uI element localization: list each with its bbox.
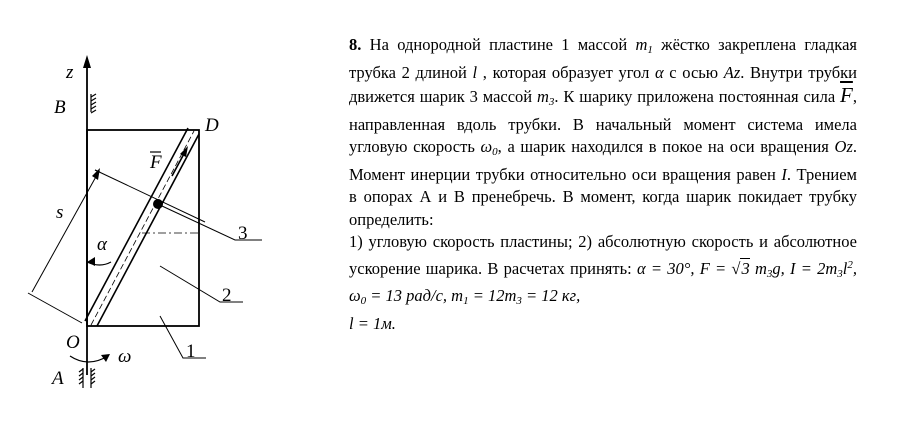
given-values: g, I = 2m bbox=[772, 258, 838, 278]
symbol-omega0: ω bbox=[480, 137, 493, 156]
given-values: = 13 рад/с, m bbox=[366, 286, 464, 305]
problem-paragraph-1 bbox=[349, 34, 857, 231]
sqrt-3: √3 bbox=[731, 258, 750, 278]
s-ext-bottom bbox=[28, 293, 82, 323]
symbol-oz: Oz bbox=[834, 137, 853, 156]
s-arrow-head bbox=[92, 168, 100, 180]
tube-2-outer-left bbox=[85, 128, 188, 321]
s-dimension bbox=[32, 173, 98, 292]
given-values: l bbox=[842, 258, 848, 278]
label-o: O bbox=[66, 332, 80, 353]
label-a: A bbox=[52, 368, 64, 389]
subscript: 0 bbox=[492, 146, 498, 158]
text-segment: . Внутри трубки движется шарик 3 массой bbox=[349, 62, 858, 106]
label-omega: ω bbox=[118, 346, 132, 367]
text-segment: , которая образует угол bbox=[477, 62, 655, 82]
omega-arc bbox=[70, 356, 108, 362]
symbol-i: I bbox=[781, 164, 787, 184]
label-3: 3 bbox=[238, 223, 248, 244]
symbol-az: Az bbox=[723, 62, 741, 82]
label-1: 1 bbox=[186, 341, 196, 362]
text-segment: жёстко закреплена гладкая трубка 2 длиной bbox=[349, 35, 857, 82]
superscript: 2 bbox=[847, 258, 853, 271]
label-d: D bbox=[205, 115, 219, 136]
s-ext-top-long bbox=[95, 170, 205, 222]
text-segment: . Момент инерции трубки относительно оси вращения равен bbox=[349, 137, 857, 184]
plate-1 bbox=[87, 130, 199, 326]
symbol-l: l bbox=[472, 62, 478, 82]
bearing-b bbox=[91, 94, 96, 113]
questions-text: 1) угловую скорость пластины; 2) абсолютную скорость и абсолютное ускорение шарика. В расчетах принять: bbox=[349, 232, 857, 278]
subscript: 0 bbox=[360, 295, 367, 307]
symbol-f-vector: $\overline{F}$ bbox=[840, 83, 853, 107]
given-values: , ω bbox=[349, 258, 858, 305]
label-z: z bbox=[66, 62, 74, 83]
label-b: B bbox=[54, 97, 66, 118]
label-f: F bbox=[150, 152, 162, 173]
text-segment: На однородной пластине 1 массой bbox=[361, 35, 636, 54]
given-values: m bbox=[749, 258, 767, 278]
z-axis-arrow bbox=[83, 55, 91, 68]
text-segment: , направленная вдоль трубки. В начальный момент система имела угловую скорость bbox=[349, 87, 857, 156]
symbol-alpha: α bbox=[654, 62, 664, 82]
problem-statement bbox=[349, 34, 857, 335]
label-alpha: α bbox=[97, 234, 107, 255]
symbol-m3: m bbox=[537, 87, 549, 106]
subscript: 3 bbox=[837, 267, 843, 280]
subscript: 3 bbox=[548, 96, 555, 108]
tube-2-outer-right bbox=[97, 134, 199, 326]
alpha-arrow bbox=[87, 257, 95, 266]
sqrt-radicand: 3 bbox=[741, 258, 750, 278]
tube-2-axis bbox=[91, 131, 194, 325]
given-values: l = 1м. bbox=[349, 313, 396, 333]
text-segment: . Трением в опорах А и В пренебречь. В момент, когда шарик покидает трубку определить: bbox=[349, 164, 857, 229]
problem-paragraph-2 bbox=[349, 231, 857, 335]
subscript: 3 bbox=[766, 267, 773, 280]
omega-arrow bbox=[101, 354, 110, 362]
given-values: = 12 кг, bbox=[521, 286, 581, 305]
text-segment: , а шарик находился в покое на оси вращения bbox=[497, 137, 835, 156]
label-2: 2 bbox=[222, 285, 232, 306]
problem-number: 8. bbox=[349, 35, 362, 54]
symbol-m1: m bbox=[635, 35, 648, 54]
text-segment: . К шарику приложена постоянная сила bbox=[554, 87, 841, 106]
label-s: s bbox=[56, 202, 64, 223]
subscript: 3 bbox=[516, 295, 522, 307]
text-segment: с осью bbox=[663, 62, 724, 82]
ball-3 bbox=[153, 199, 163, 209]
given-values: = 12m bbox=[468, 286, 517, 305]
given-values: α = 30°, F = bbox=[636, 258, 732, 278]
subscript: 1 bbox=[647, 44, 653, 56]
mechanism-figure bbox=[0, 0, 330, 434]
subscript: 1 bbox=[463, 295, 469, 307]
